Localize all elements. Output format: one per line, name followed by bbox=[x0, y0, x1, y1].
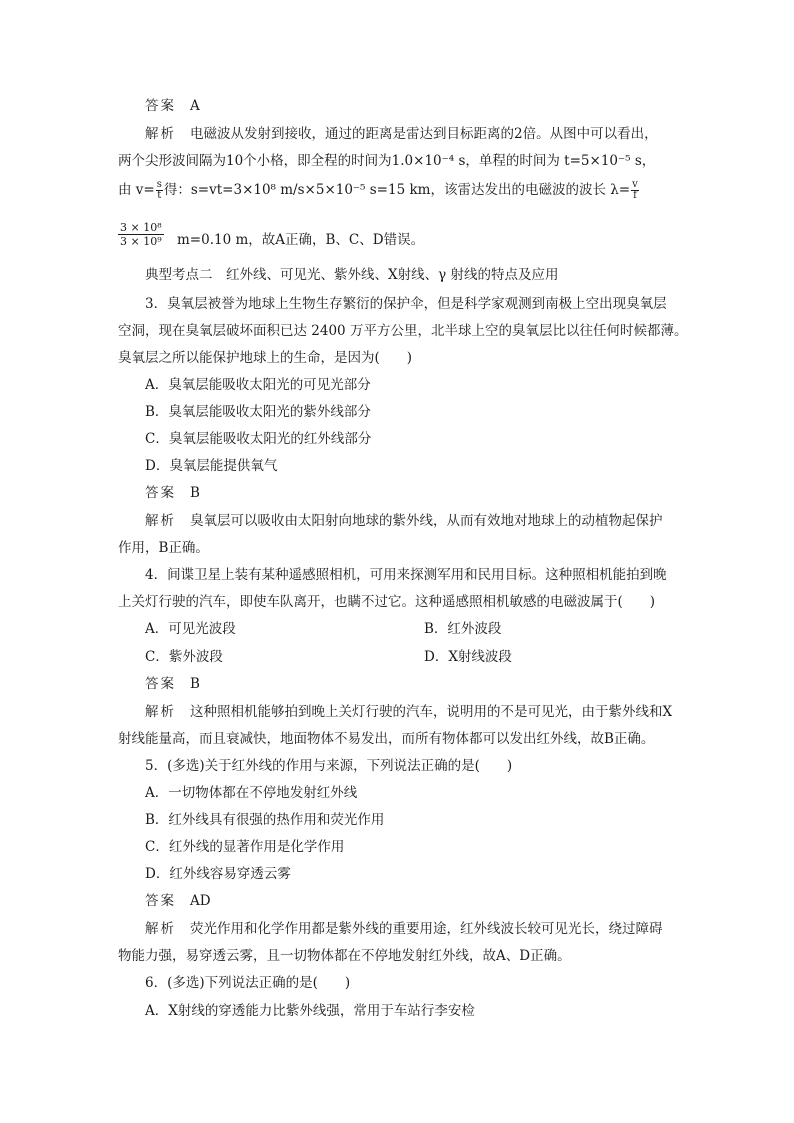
answer-label: 答案 bbox=[145, 676, 176, 692]
q4-analysis-line-2: 射线能量高，而且衰减快，地面物体不易发出，而所有物体都可以发出红外线，故B正确。 bbox=[118, 731, 655, 747]
q3-stem-line-2: 空洞，现在臭氧层破坏面积已达 2400 万平方公里，北半球上空的臭氧层比以往任何时候都薄。 bbox=[118, 323, 688, 339]
q2-analysis-line-1 bbox=[145, 125, 658, 143]
q2-answer-line bbox=[145, 97, 200, 115]
analysis-text: 臭氧层可以吸收由太阳射向地球的紫外线，从而有效地对地球上的动植物起保护 bbox=[190, 513, 663, 529]
q6-option-a: A．X射线的穿透能力比紫外线强，常用于车站行李安检 bbox=[145, 1003, 475, 1019]
analysis-label: 解析 bbox=[145, 704, 176, 720]
analysis-text: 荧光作用和化学作用都是紫外线的重要用途，红外线波长较可见光长，绕过障碍 bbox=[190, 921, 663, 937]
q2-analysis-line-3 bbox=[118, 180, 640, 201]
q5-option-c: C．红外线的显著作用是化学作用 bbox=[145, 839, 345, 855]
q3-analysis-line-1 bbox=[145, 512, 663, 530]
q4-option-b: B．红外波段 bbox=[424, 621, 502, 637]
q3-option-a: A．臭氧层能吸收太阳光的可见光部分 bbox=[145, 377, 371, 393]
fraction-wavelength bbox=[118, 221, 164, 248]
q4-option-d: D．X射线波段 bbox=[424, 649, 512, 665]
q4-analysis-line-1 bbox=[145, 703, 672, 721]
analysis-label: 解析 bbox=[145, 921, 176, 937]
fraction-denominator: t bbox=[157, 190, 162, 201]
q3-option-b: B．臭氧层能吸收太阳光的紫外线部分 bbox=[145, 404, 371, 420]
q5-answer-line bbox=[145, 892, 211, 910]
q2-analysis-line-4: m=0.10 m，故A正确，B、C、D错误。 bbox=[177, 232, 425, 248]
analysis-label: 解析 bbox=[145, 513, 176, 529]
fraction-denominator: f bbox=[633, 190, 637, 201]
q3-answer-line bbox=[145, 484, 200, 502]
fraction-numerator: v bbox=[632, 179, 638, 190]
q5-option-b: B．红外线具有很强的热作用和荧光作用 bbox=[145, 812, 385, 828]
q3-analysis-line-2: 作用，B正确。 bbox=[118, 540, 209, 556]
q4-stem-line-1: 4．间谍卫星上装有某种遥感照相机，可用来探测军用和民用目标。这种照相机能拍到晚 bbox=[145, 567, 667, 583]
q3-stem-line-3: 臭氧层之所以能保护地球上的生命，是因为( ) bbox=[118, 350, 413, 366]
fraction-numerator: 3 × 10⁸ bbox=[120, 221, 162, 234]
fraction-numerator: s bbox=[156, 179, 162, 190]
answer-label: 答案 bbox=[145, 893, 176, 909]
answer-value: B bbox=[190, 676, 200, 692]
analysis-label: 解析 bbox=[145, 126, 176, 142]
q6-stem-line-1: 6．(多选)下列说法正确的是( ) bbox=[145, 975, 351, 991]
q3-option-d: D．臭氧层能提供氧气 bbox=[145, 458, 278, 474]
formula-prefix: 由 v= bbox=[118, 182, 155, 198]
analysis-text: 这种照相机能够拍到晚上关灯行驶的汽车，说明用的不是可见光，由于紫外线和X bbox=[190, 704, 673, 720]
q4-option-c: C．紫外波段 bbox=[145, 649, 223, 665]
q3-stem-line-1: 3．臭氧层被誉为地球上生物生存繁衍的保护伞，但是科学家观测到南极上空出现臭氧层 bbox=[145, 296, 667, 312]
fraction-denominator: 3 × 10⁹ bbox=[120, 235, 162, 248]
topic-heading: 典型考点二 红外线、可见光、紫外线、X射线、γ 射线的特点及应用 bbox=[145, 267, 559, 283]
q4-option-a: A．可见光波段 bbox=[145, 621, 236, 637]
q5-option-d: D．红外线容易穿透云雾 bbox=[145, 866, 291, 882]
q5-option-a: A．一切物体都在不停地发射红外线 bbox=[145, 785, 358, 801]
q3-option-c: C．臭氧层能吸收太阳光的红外线部分 bbox=[145, 431, 372, 447]
q5-analysis-line-1 bbox=[145, 920, 663, 938]
answer-label: 答案 bbox=[145, 485, 176, 501]
formula-text: 得：s=vt=3×10⁸ m/s×5×10⁻⁵ s=15 km，该雷达发出的电磁波的波长 λ= bbox=[163, 182, 631, 198]
fraction-v-over-f bbox=[631, 180, 639, 201]
analysis-text: 电磁波从发射到接收，通过的距离是雷达到目标距离的2倍。从图中可以看出， bbox=[190, 126, 658, 142]
answer-value: B bbox=[190, 485, 200, 501]
answer-value: A bbox=[190, 98, 200, 114]
q5-stem-line-1: 5．(多选)关于红外线的作用与来源，下列说法正确的是( ) bbox=[145, 758, 513, 774]
answer-value: AD bbox=[190, 893, 211, 909]
q2-analysis-line-2: 两个尖形波间隔为10个小格，即全程的时间为1.0×10⁻⁴ s，单程的时间为 t=5×10⁻⁵ s， bbox=[118, 153, 656, 169]
answer-label: 答案 bbox=[145, 98, 176, 114]
q4-answer-line bbox=[145, 675, 200, 693]
fraction-s-over-t bbox=[156, 180, 163, 201]
q4-stem-line-2: 上关灯行驶的汽车，即使车队离开，也瞒不过它。这种遥感照相机敏感的电磁波属于( ) bbox=[118, 594, 656, 610]
q5-analysis-line-2: 物能力强，易穿透云雾，且一切物体都在不停地发射红外线，故A、D正确。 bbox=[118, 948, 571, 964]
